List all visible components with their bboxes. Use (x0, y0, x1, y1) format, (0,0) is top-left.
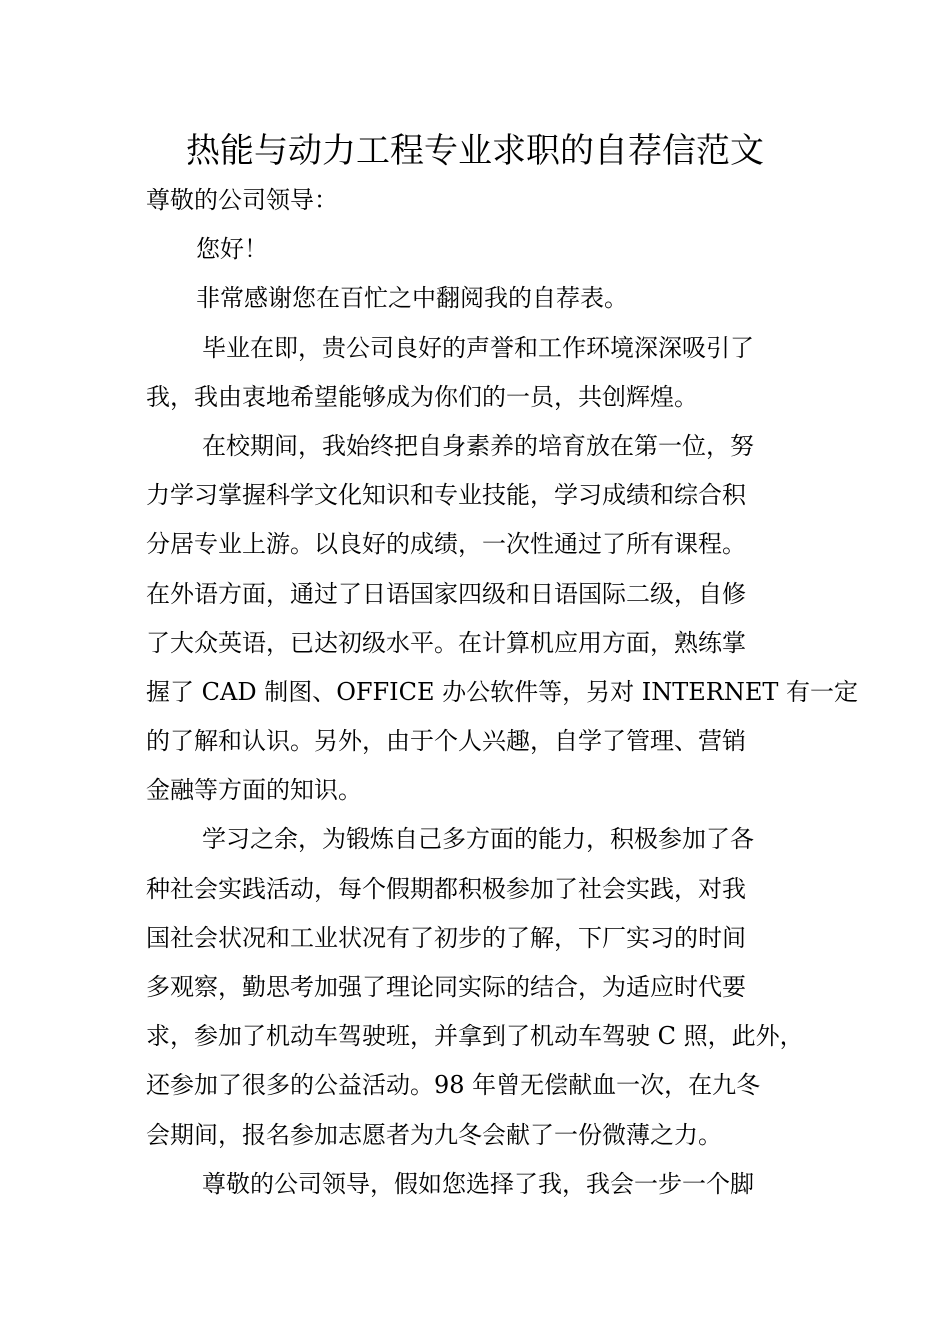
paragraph-line: 种社会实践活动，每个假期都积极参加了社会实践，对我 (146, 874, 746, 903)
paragraph-line: 毕业在即，贵公司良好的声誉和工作环境深深吸引了 (202, 333, 754, 362)
paragraph-line: 了大众英语，已达初级水平。在计算机应用方面，熟练掌 (146, 628, 746, 657)
paragraph-line: 在外语方面，通过了日语国家四级和日语国际二级，自修 (146, 579, 746, 608)
paragraph-line: 会期间，报名参加志愿者为九冬会献了一份微薄之力。 (146, 1120, 722, 1149)
paragraph-line: 还参加了很多的公益活动。98 年曾无偿献血一次，在九冬 (146, 1071, 761, 1100)
paragraph-line: 非常感谢您在百忙之中翻阅我的自荐表。 (196, 284, 628, 313)
paragraph-line: 力学习掌握科学文化知识和专业技能，学习成绩和综合积 (146, 481, 746, 510)
paragraph-line: 学习之余，为锻炼自己多方面的能力，积极参加了各 (202, 825, 754, 854)
paragraph-line: 握了 CAD 制图、OFFICE 办公软件等，另对 INTERNET 有一定 (146, 677, 859, 706)
paragraph-line: 我，我由衷地希望能够成为你们的一员，共创辉煌。 (146, 382, 698, 411)
paragraph-line: 尊敬的公司领导，假如您选择了我，我会一步一个脚 (202, 1169, 754, 1198)
greeting: 您好！ (196, 235, 268, 264)
paragraph-line: 金融等方面的知识。 (146, 776, 362, 805)
paragraph-line: 的了解和认识。另外，由于个人兴趣，自学了管理、营销 (146, 727, 746, 756)
paragraph-line: 在校期间，我始终把自身素养的培育放在第一位，努 (202, 431, 754, 460)
document-title: 热能与动力工程专业求职的自荐信范文 (186, 131, 764, 171)
paragraph-line: 多观察，勤思考加强了理论同实际的结合，为适应时代要 (146, 973, 746, 1001)
paragraph-line: 国社会状况和工业状况有了初步的了解，下厂实习的时间 (146, 923, 746, 952)
letter-body (146, 176, 859, 1209)
paragraph-line: 分居专业上游。以良好的成绩，一次性通过了所有课程。 (146, 530, 746, 559)
salutation: 尊敬的公司领导： (146, 186, 338, 214)
paragraph-line: 求，参加了机动车驾驶班，并拿到了机动车驾驶 C 照，此外， (146, 1022, 804, 1051)
